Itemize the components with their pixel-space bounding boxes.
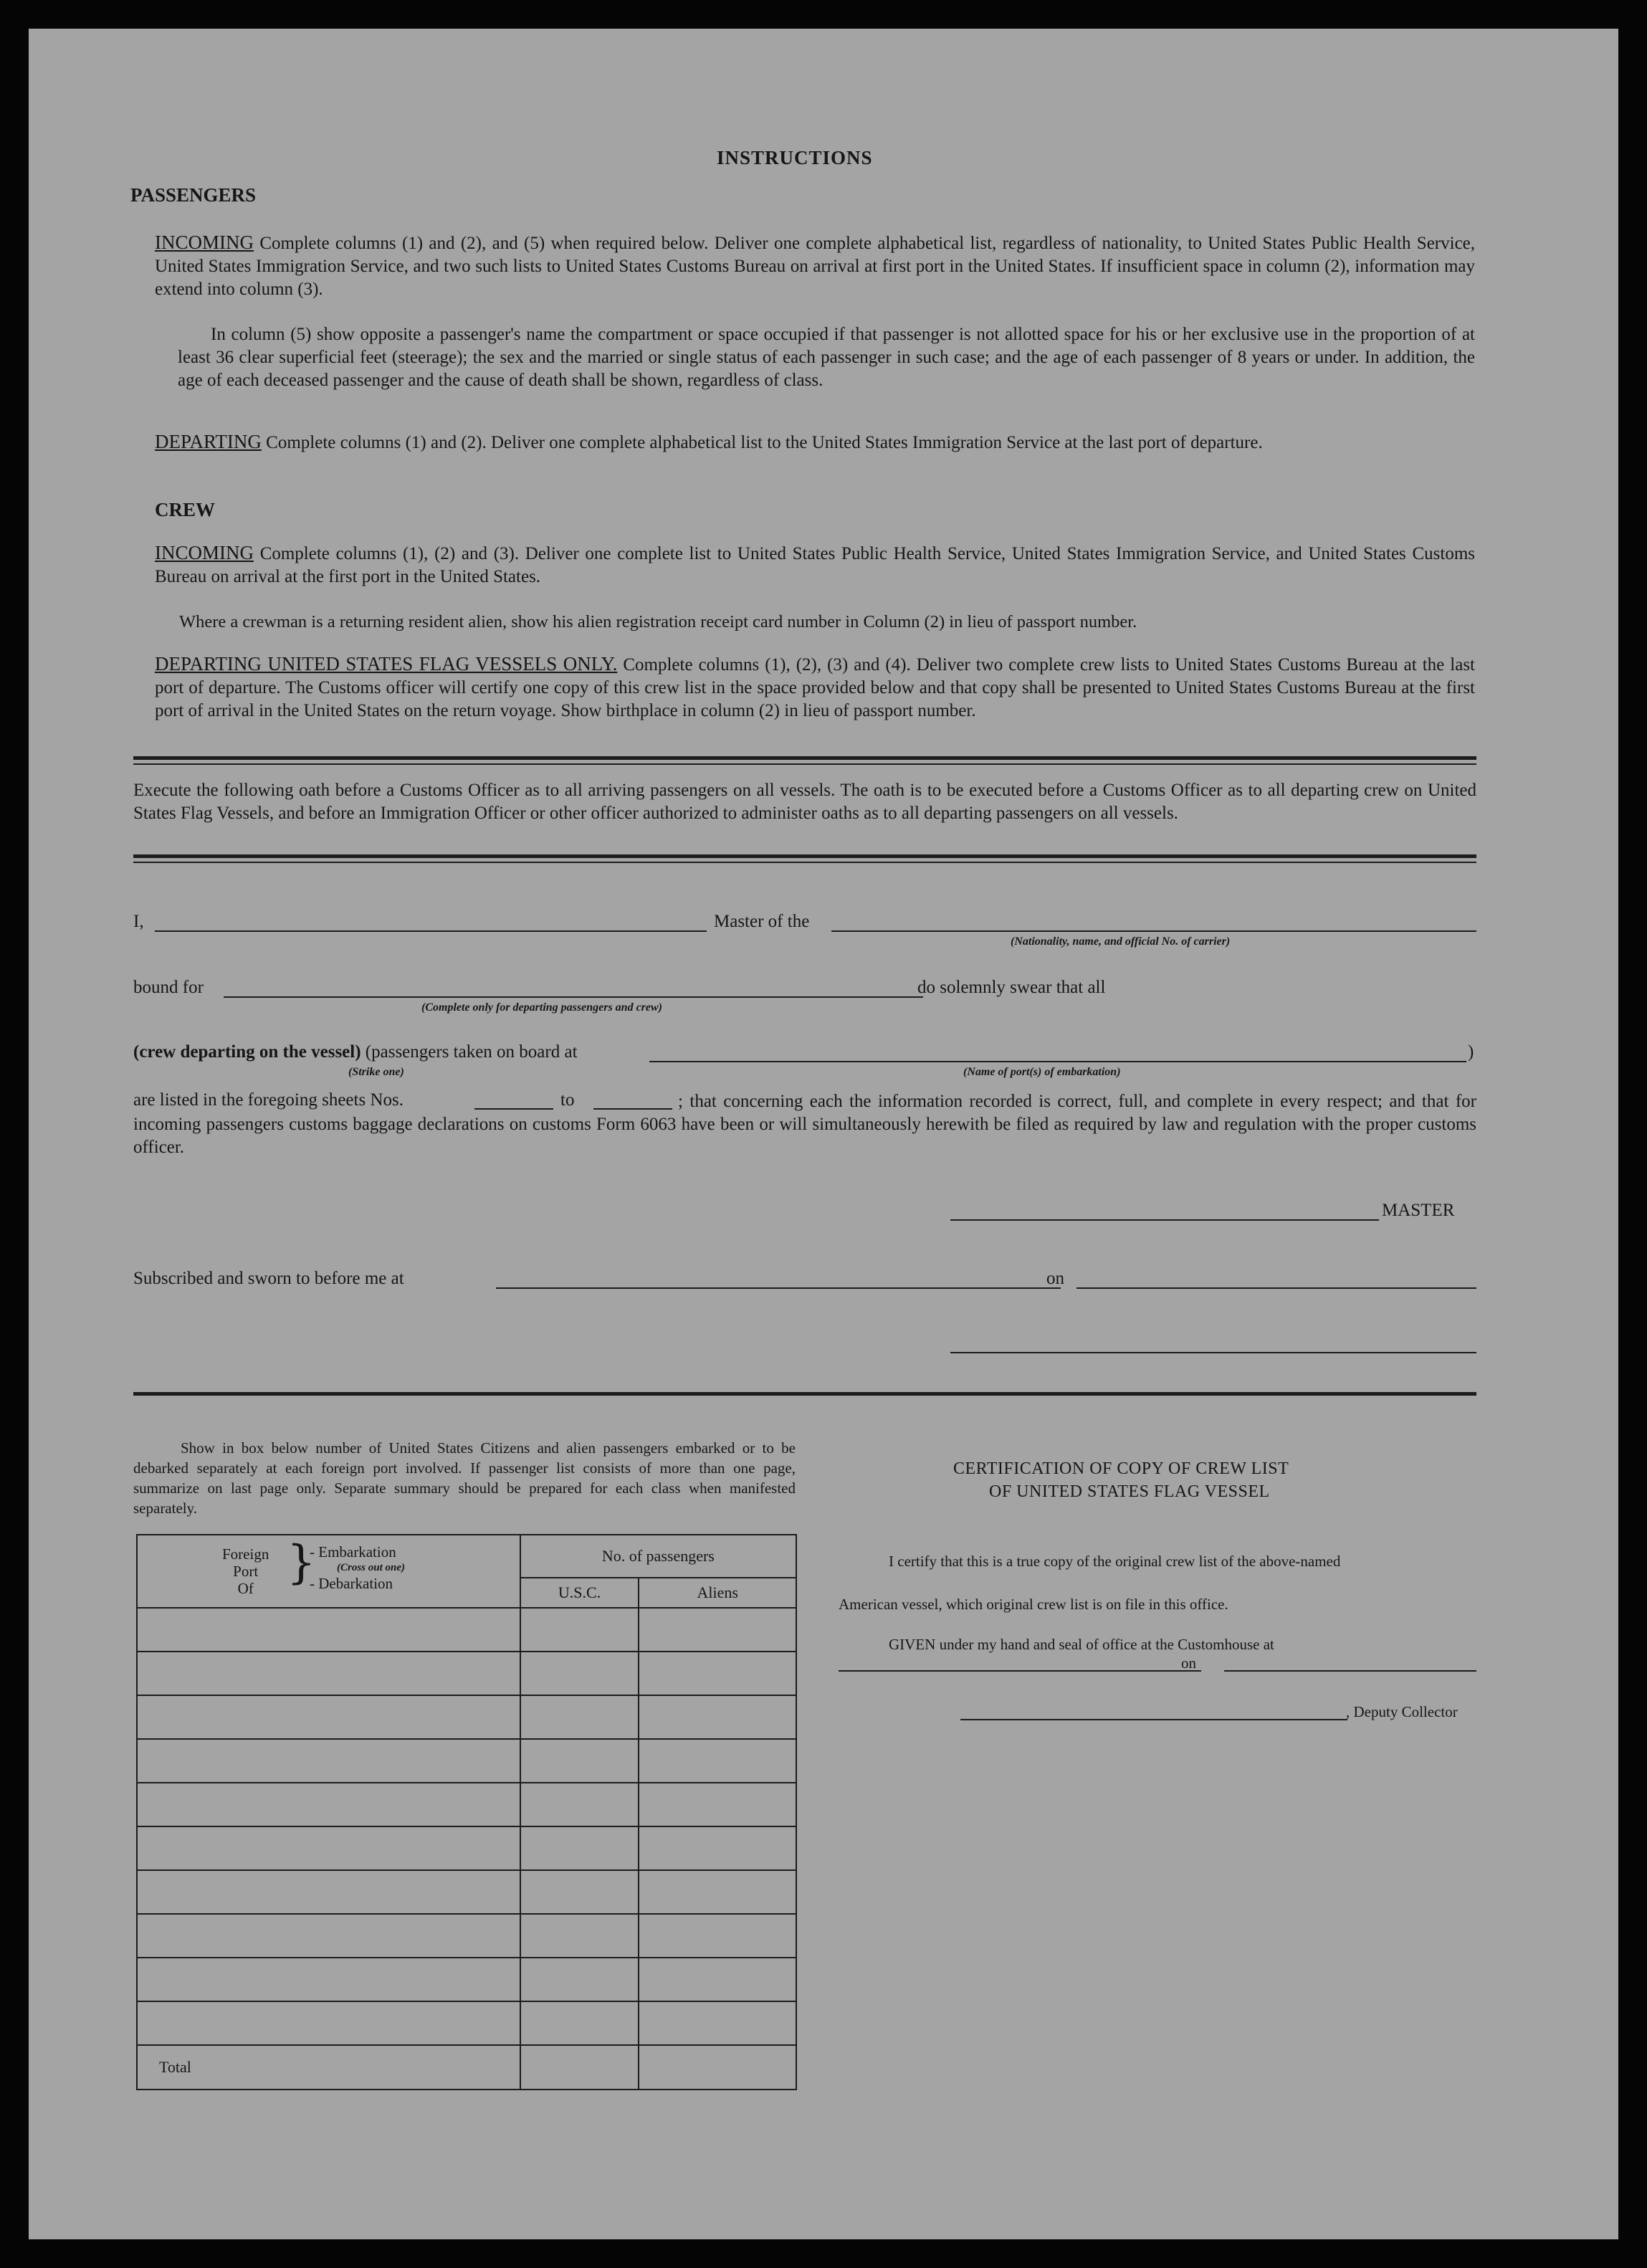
passengers-departing-label: DEPARTING — [155, 431, 262, 452]
port-cell[interactable] — [137, 1958, 520, 2001]
column5-paragraph: In column (5) show opposite a passenger's name the compartment or space occupied if that passenger is not allotted space for his or her exclusive use in the proportion of at least 36 clear superficial feet (steerage); the sex and the married or single status of each passenger in such case; and the age of each passenger of 8 years or under. In addition, the age of each deceased passenger and the cause of death shall be shown, regardless of class. — [178, 325, 1475, 390]
summary-instructions: Show in box below number of United States Citizens and alien passengers embarked or to be debarked separately at each foreign port involved. If passenger list consists of more than one page, summarize on last page only. Separate summary should be prepared for each class when manifested separately. — [133, 1439, 796, 1517]
total-aliens-cell[interactable] — [639, 2045, 796, 2090]
vessel-text: American vessel, which original crew list is on file in this office. — [839, 1596, 1228, 1613]
passengers-departing-text: Complete columns (1) and (2). Deliver one complete alphabetical list to the United States Immigration Service at the last port of departure. — [266, 433, 1263, 452]
crew-incoming-text: Complete columns (1), (2) and (3). Deliver one complete list to United States Public Health Service, United States Immigration Service, and United States Customs Bureau on arrival at the first port in the United States. — [155, 544, 1475, 586]
summary-row — [137, 1914, 796, 1958]
deputy-collector-line[interactable] — [960, 1719, 1347, 1720]
aliens-cell[interactable] — [639, 1608, 796, 1652]
summary-row — [137, 1608, 796, 1652]
total-usc-cell[interactable] — [520, 2045, 639, 2090]
oath-divider — [133, 854, 1476, 858]
bound-caption: (Complete only for departing passengers and crew) — [421, 1001, 662, 1014]
certification-title-line1: CERTIFICATION OF COPY OF CREW LIST — [953, 1459, 1289, 1478]
port-cell[interactable] — [137, 1914, 520, 1958]
port-cell[interactable] — [137, 1652, 520, 1695]
aliens-cell[interactable] — [639, 1914, 796, 1958]
summary-row — [137, 1695, 796, 1739]
certification-title-line2: OF UNITED STATES FLAG VESSEL — [989, 1482, 1270, 1501]
embarkation-option[interactable]: - Embarkation — [310, 1543, 396, 1561]
port-caption: (Name of port(s) of embarkation) — [963, 1066, 1121, 1078]
foreign-port-of-label — [222, 1545, 269, 1597]
summary-row — [137, 1826, 796, 1870]
oath-bound-for-label: bound for — [133, 978, 204, 997]
aliens-cell[interactable] — [639, 1652, 796, 1695]
usc-cell[interactable] — [520, 1739, 639, 1783]
total-label-cell — [137, 2045, 520, 2090]
certification-on-label: on — [1181, 1654, 1196, 1672]
usc-cell[interactable] — [520, 1695, 639, 1739]
passengers-incoming-text: Complete columns (1) and (2), and (5) when required below. Deliver one complete alphabetical list, regardless of nationality, to United States Public Health Service, United States Immigration Service, and two such lists to United States Customs Bureau on arrival at first port in the United States. If insufficient space in column (2), information may extend into column (3). — [155, 234, 1476, 299]
summary-row — [137, 1783, 796, 1826]
flag-vessels-paragraph — [155, 652, 1475, 723]
oath-carrier-line[interactable] — [831, 930, 1476, 932]
certification-date-line[interactable] — [1224, 1670, 1476, 1672]
summary-rows — [137, 1608, 796, 2045]
usc-cell[interactable] — [520, 1870, 639, 1914]
usc-cell[interactable] — [520, 2001, 639, 2045]
oath-port-line[interactable] — [649, 1061, 1466, 1062]
officer-signature-line[interactable] — [950, 1352, 1476, 1353]
oath-listed-label: are listed in the foregoing sheets Nos. — [133, 1090, 404, 1110]
embark-options — [310, 1544, 405, 1591]
strike-caption: (Strike one) — [348, 1066, 404, 1078]
port-cell[interactable] — [137, 1739, 520, 1783]
customhouse-line[interactable] — [839, 1670, 1201, 1672]
port-cell[interactable] — [137, 1826, 520, 1870]
crewman-paragraph: Where a crewman is a returning resident alien, show his alien registration receipt card number in Column (2) in lieu of passport number. — [179, 612, 1137, 632]
passengers-heading: PASSENGERS — [130, 184, 257, 206]
crew-incoming-label: INCOMING — [155, 542, 254, 563]
port-cell[interactable] — [137, 1783, 520, 1826]
given-text: GIVEN under my hand and seal of office at the Customhouse at — [889, 1636, 1274, 1653]
oath-intro: Execute the following oath before a Customs Officer as to all arriving passengers on all vessels. The oath is to be executed before a Customs Officer as to all departing crew on United States Flag Vessels, and before an Immigration Officer or other officer authorized to administer oaths as to all departing passengers on all vessels. — [133, 781, 1476, 823]
passengers-incoming-paragraph — [155, 231, 1475, 301]
master-signature-line[interactable] — [950, 1219, 1379, 1221]
passengers-incoming-label: INCOMING — [155, 232, 254, 253]
usc-cell[interactable] — [520, 1783, 639, 1826]
subscribed-label: Subscribed and sworn to before me at — [133, 1269, 404, 1288]
usc-cell[interactable] — [520, 1826, 639, 1870]
port-cell[interactable] — [137, 1870, 520, 1914]
aliens-cell[interactable] — [639, 1695, 796, 1739]
total-label: Total — [159, 2058, 191, 2076]
subscribed-date-line[interactable] — [1076, 1287, 1476, 1289]
summary-row — [137, 2001, 796, 2045]
usc-cell[interactable] — [520, 1608, 639, 1652]
aliens-header: Aliens — [639, 1578, 796, 1608]
summary-row — [137, 1739, 796, 1783]
port-header-cell — [137, 1535, 520, 1608]
oath-name-line[interactable] — [155, 930, 707, 932]
usc-cell[interactable] — [520, 1914, 639, 1958]
usc-cell[interactable] — [520, 1652, 639, 1695]
aliens-cell[interactable] — [639, 1826, 796, 1870]
oath-listed-rest: ; that concerning each the information recorded is correct, full, and complete in every respect; and that for incoming passengers customs baggage declarations on customs Form 6063 have been or will simultaneously herewith be filed as required by law and regulation with the proper customs officer. — [133, 1092, 1476, 1157]
document-sheet — [29, 29, 1618, 2239]
port-cell[interactable] — [137, 2001, 520, 2045]
section-divider-top-thin — [133, 763, 1476, 765]
summary-row — [137, 1958, 796, 2001]
flag-vessels-text: Complete columns (1), (2), (3) and (4). Deliver two complete crew lists to United States Customs Bureau at the last port of departure. The Customs officer will certify one copy of this crew list in the space provided below and that copy shall be presented to United States Customs Bureau at the first port of arrival in the United States on the return voyage. Show birthplace in column (2) in lieu of passport number. — [155, 655, 1475, 720]
carrier-caption: (Nationality, name, and official No. of carrier) — [1011, 935, 1231, 948]
aliens-cell[interactable] — [639, 1739, 796, 1783]
oath-to-label: to — [560, 1090, 575, 1110]
aliens-cell[interactable] — [639, 1958, 796, 2001]
oath-swear-label: do solemnly swear that all — [917, 978, 1106, 997]
flag-vessels-label: DEPARTING UNITED STATES FLAG VESSELS ONLY. — [155, 653, 618, 675]
oath-divider-thin — [133, 862, 1476, 863]
debarkation-option[interactable]: - Debarkation — [310, 1575, 393, 1592]
section-divider-top — [133, 756, 1476, 760]
crew-departing-label[interactable]: (crew departing on the vessel) — [133, 1042, 361, 1062]
master-label: MASTER — [1382, 1201, 1455, 1220]
usc-cell[interactable] — [520, 1958, 639, 2001]
crew-heading: CREW — [155, 499, 216, 520]
subscribed-place-line[interactable] — [496, 1287, 1061, 1289]
of-label: Of — [237, 1580, 254, 1597]
no-passengers-header: No. of passengers — [520, 1535, 796, 1578]
crew-incoming-paragraph — [155, 541, 1475, 589]
brace-glyph: } — [287, 1536, 316, 1589]
cross-out-caption: (Cross out one) — [337, 1562, 406, 1573]
port-cell[interactable] — [137, 1608, 520, 1652]
port-cell[interactable] — [137, 1695, 520, 1739]
aliens-cell[interactable] — [639, 1783, 796, 1826]
deputy-collector-label: , Deputy Collector — [1346, 1703, 1458, 1720]
aliens-cell[interactable] — [639, 2001, 796, 2045]
usc-header: U.S.C. — [520, 1578, 639, 1608]
foreign-label: Foreign — [222, 1545, 269, 1563]
oath-close-paren: ) — [1468, 1042, 1474, 1062]
bottom-section-divider — [133, 1392, 1476, 1396]
certify-text: I certify that this is a true copy of the original crew list of the above-named — [889, 1553, 1341, 1570]
instructions-title: INSTRUCTIONS — [717, 147, 873, 168]
summary-row — [137, 1870, 796, 1914]
oath-crew-departing — [133, 1042, 578, 1062]
port-label: Port — [233, 1563, 259, 1580]
passengers-taken-label[interactable]: (passengers taken on board at — [365, 1042, 578, 1062]
subscribed-on-label: on — [1046, 1269, 1064, 1288]
summary-row — [137, 1652, 796, 1695]
oath-bound-for-line[interactable] — [224, 996, 923, 998]
passengers-departing-paragraph — [155, 430, 1475, 454]
passenger-summary-table — [136, 1534, 797, 2090]
oath-i-label: I, — [133, 912, 144, 931]
aliens-cell[interactable] — [639, 1870, 796, 1914]
oath-master-of-label: Master of the — [714, 912, 810, 931]
